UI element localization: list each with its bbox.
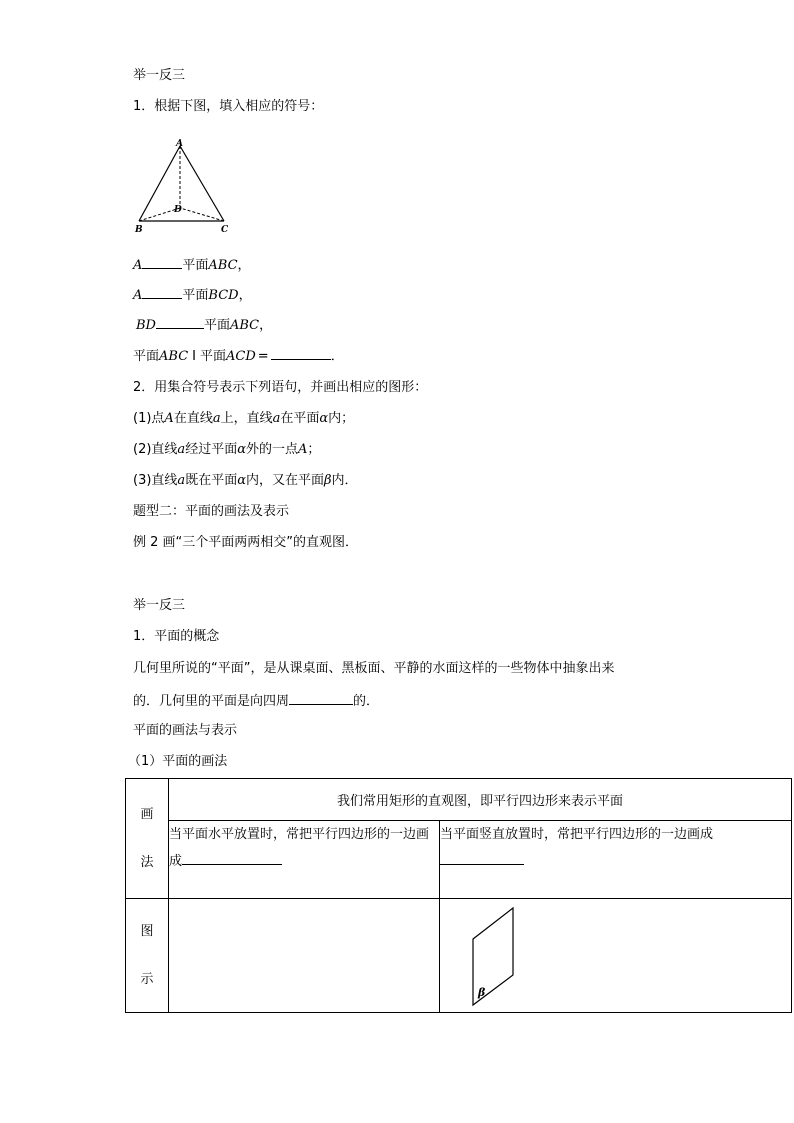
question-2-part-2: (2)直线a经过平面α外的一点A； [133,442,321,457]
table-header: 我们常用矩形的直观图，即平行四边形来表示平面 [169,779,792,821]
horizontal-illustration-cell [169,899,440,1013]
vertical-plane-figure [468,905,518,1009]
sub-heading: 平面的画法与表示 [133,723,238,738]
type-2-heading: 题型二：平面的画法及表示 [133,504,290,519]
horizontal-plane-cell: 当平面水平放置时，常把平行四边形的一边画成 [169,821,440,899]
question-2-title: 2．用集合符号表示下列语句，并画出相应的图形： [133,380,428,395]
beta-label: β [478,986,486,999]
item-1-title: 1．平面的概念 [133,629,220,644]
question-2-part-3: (3)直线a既在平面α内，又在平面β内． [133,473,358,488]
answer-blank[interactable] [289,690,353,705]
answer-blank[interactable] [440,850,524,865]
paragraph-2: 的．几何里的平面是向四周 的． [133,690,379,712]
fill-line-1: A 平面ABC， [133,254,251,276]
vertex-label-c: C [221,225,229,235]
example-2: 例 2 画“三个平面两两相交”的直观图． [133,535,359,550]
question-2-part-1: (1)点A在直线a上，直线a在平面α内； [133,411,355,426]
answer-blank[interactable] [142,284,182,299]
vertex-label-a: A [176,139,183,149]
paragraph-1: 几何里所说的“平面”，是从课桌面、黑板面、平静的水面这样的一些物体中抽象出来 [133,661,615,676]
vertical-illustration-cell [440,899,792,1013]
fill-line-2: A 平面BCD， [133,284,252,306]
answer-blank[interactable] [271,345,331,360]
sub-heading-1: （1）平面的画法 [128,754,228,769]
tetrahedron-figure [128,136,238,236]
answer-blank[interactable] [156,314,204,329]
vertical-plane-cell: 当平面竖直放置时，常把平行四边形的一边画成 [440,821,792,899]
fill-line-4: 平面ABC I 平面ACD = ． [133,345,344,367]
section-heading-2: 举一反三 [133,598,186,613]
answer-blank[interactable] [182,850,282,865]
question-1-title: 1．根据下图，填入相应的符号： [133,99,324,114]
drawing-method-table [125,778,792,1013]
answer-blank[interactable] [142,254,182,269]
row-label-method: 画 法 [126,779,169,899]
vertex-label-d: D [174,205,182,215]
vertex-label-b: B [135,225,143,235]
fill-line-3: BD 平面ABC， [136,314,272,336]
section-heading: 举一反三 [133,68,186,83]
row-label-illustration: 图 示 [126,899,169,1013]
